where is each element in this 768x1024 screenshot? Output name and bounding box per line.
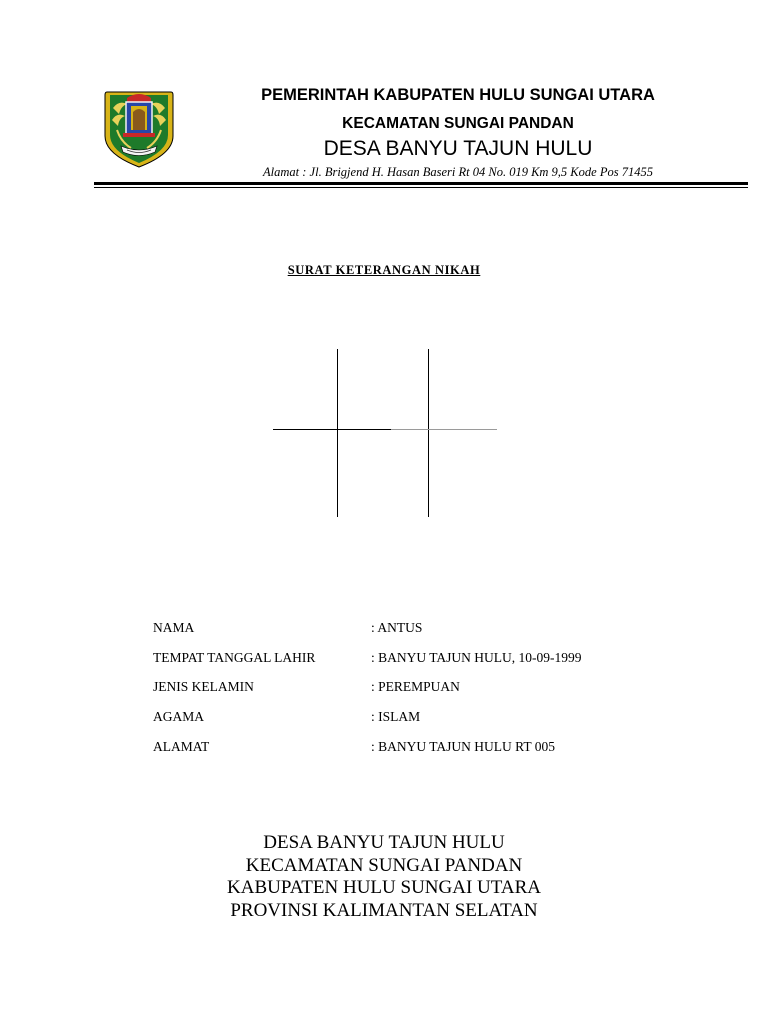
placeholder-line-right [428,349,429,517]
field-label: TEMPAT TANGGAL LAHIR [153,649,316,665]
footer-address-block [0,832,768,922]
field-value: : ANTUS [371,620,423,635]
document-title-text: SURAT KETERANGAN NIKAH [287,263,481,277]
village-heading: DESA BANYU TAJUN HULU [323,137,593,160]
field-row-address [153,738,673,768]
identity-fields [153,619,673,767]
placeholder-line-horizontal-dark [273,429,391,430]
field-row-birth [153,649,673,679]
field-label: JENIS KELAMIN [153,679,254,695]
government-heading: PEMERINTAH KABUPATEN HULU SUNGAI UTARA [261,86,655,104]
address-line: Alamat : Jl. Brigjend H. Hasan Baseri Rt 04 No. 019 Km 9,5 Kode Pos 71455 [263,165,653,179]
field-row-name [153,619,673,649]
field-label: NAMA [153,620,195,635]
field-row-religion [153,708,673,738]
document-title [0,263,768,278]
field-value: : BANYU TAJUN HULU, 10-09-1999 [371,649,582,665]
field-label: ALAMAT [153,738,210,754]
footer-line-village: DESA BANYU TAJUN HULU [263,832,505,853]
field-label: AGAMA [153,709,205,725]
field-value: : PEREMPUAN [371,679,460,695]
regency-crest-icon [97,86,181,170]
field-value: : ISLAM [371,709,421,725]
placeholder-line-horizontal-light [391,429,497,430]
field-value: : BANYU TAJUN HULU RT 005 [371,738,555,754]
footer-line-district: KECAMATAN SUNGAI PANDAN [245,854,523,876]
district-heading: KECAMATAN SUNGAI PANDAN [342,115,574,132]
field-row-gender [153,678,673,708]
footer-line-regency: KABUPATEN HULU SUNGAI UTARA [227,877,541,898]
letterhead-rule-thin [94,187,748,188]
footer-line-province: PROVINSI KALIMANTAN SELATAN [230,899,538,921]
letterhead-rule-thick [94,182,748,185]
placeholder-line-left [337,349,338,517]
